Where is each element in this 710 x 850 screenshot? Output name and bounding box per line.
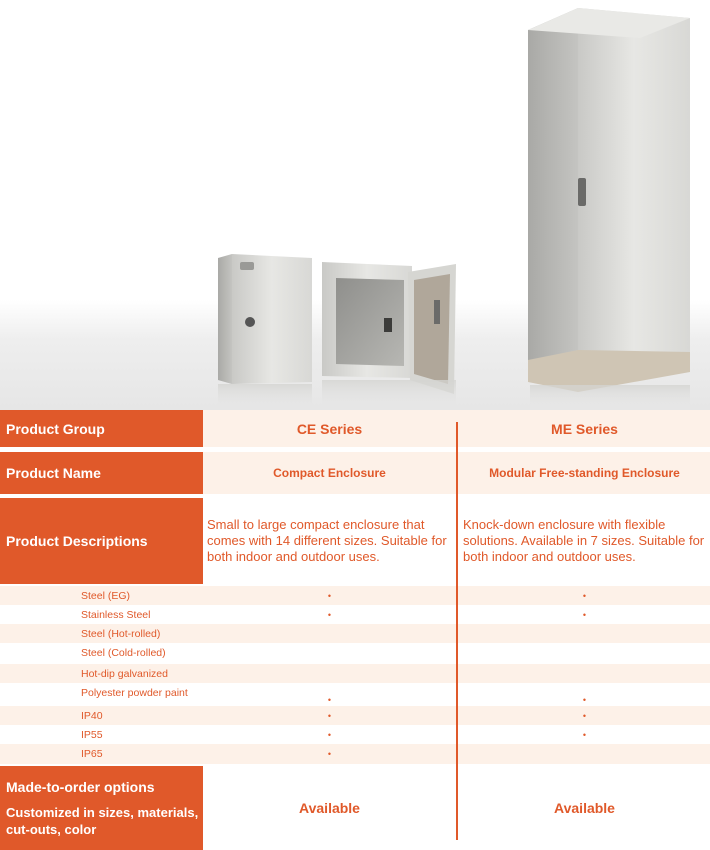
ce-dot: • (327, 609, 332, 620)
ce-product-name: Compact Enclosure (273, 466, 386, 480)
product-photo (0, 0, 710, 410)
me-made-to-order: Available (554, 800, 615, 816)
ce-dot (203, 664, 456, 683)
row-product-name (0, 452, 710, 494)
material-option-name: Steel (EG) (81, 589, 131, 602)
coating-option-name: Hot-dip galvanized (81, 667, 168, 680)
product-name-label: Product Name (0, 452, 203, 494)
ce-series-header: CE Series (296, 420, 363, 437)
coating-option-name: Polyester powder paint (81, 686, 188, 699)
material-row-cold-rolled (0, 643, 710, 662)
me-dot (459, 744, 710, 764)
comparison-table (0, 410, 710, 850)
ip-option-name: IP55 (81, 728, 103, 741)
ce-made-to-order: Available (299, 800, 360, 816)
material-row-stainless (0, 605, 710, 624)
me-description: Knock-down enclosure with flexible solutions. Available in 7 sizes. Suitable for both indoor and outdoor uses. (463, 517, 705, 564)
ip-row-40 (0, 706, 710, 725)
product-descriptions-label: Product Descriptions (0, 498, 203, 584)
coating-row-galvanized (0, 664, 710, 683)
ce-open-cabinet (322, 262, 456, 410)
coating-row-powder (0, 683, 710, 705)
made-to-order-label-block (0, 766, 203, 850)
row-product-group (0, 410, 710, 447)
ce-dot (203, 643, 456, 662)
row-made-to-order (0, 766, 710, 850)
material-option-name: Stainless Steel (81, 608, 151, 621)
me-dot: • (582, 609, 587, 620)
ip-row-55 (0, 725, 710, 744)
made-to-order-sublabel: Customized in sizes, materials, cut-outs, color (6, 805, 199, 837)
material-option-name: Steel (Hot-rolled) (81, 627, 161, 640)
ce-dot: • (327, 749, 332, 759)
row-product-descriptions (0, 498, 710, 584)
ip-row-65 (0, 744, 710, 764)
column-separator (456, 422, 458, 840)
me-cabinet (528, 8, 690, 410)
me-dot: • (582, 729, 587, 740)
material-row-hot-rolled (0, 624, 710, 643)
material-option-name: Steel (Cold-rolled) (81, 646, 166, 659)
ce-dot: • (327, 694, 332, 705)
ce-closed-cabinet (218, 254, 312, 410)
ce-dot: • (327, 710, 332, 721)
me-dot (459, 624, 710, 643)
product-group-label: Product Group (0, 410, 203, 447)
ip-option-name: IP65 (81, 748, 103, 760)
enclosures-illustration (0, 0, 710, 410)
ip-option-name: IP40 (81, 709, 103, 722)
me-dot: • (582, 694, 587, 705)
ce-dot (203, 624, 456, 643)
me-product-name: Modular Free-standing Enclosure (489, 466, 680, 480)
me-dot (459, 643, 710, 662)
me-series-header: ME Series (551, 420, 618, 437)
me-dot: • (582, 590, 587, 601)
me-dot (459, 664, 710, 683)
made-to-order-label: Made-to-order options (6, 779, 155, 795)
material-row-steel-eg (0, 586, 710, 605)
ce-dot: • (327, 729, 332, 740)
ce-dot: • (327, 590, 332, 601)
me-dot: • (582, 710, 587, 721)
ce-description: Small to large compact enclosure that comes with 14 different sizes. Suitable for both indoor and outdoor uses. (207, 517, 447, 564)
